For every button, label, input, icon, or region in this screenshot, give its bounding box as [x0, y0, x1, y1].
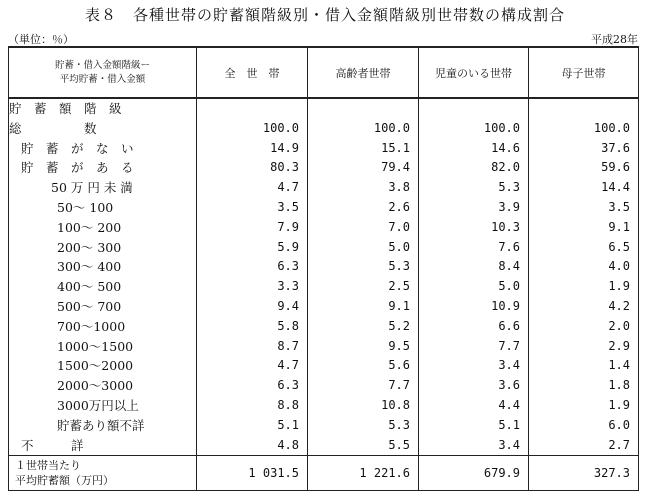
table-row [9, 436, 639, 456]
footer-cell-elderly: 1 221.6 [308, 456, 419, 491]
cell-single-mother: 14.4 [529, 178, 639, 198]
cell-all: 3.3 [197, 277, 308, 297]
cell-single-mother: 4.0 [529, 257, 639, 277]
cell-elderly: 10.8 [308, 396, 419, 416]
table-row [9, 396, 639, 416]
cell-all: 9.4 [197, 297, 308, 317]
household-savings-table [8, 46, 639, 491]
table-row [9, 337, 639, 357]
cell-all: 5.9 [197, 238, 308, 258]
year-note: 平成28年 [591, 33, 638, 46]
cell-all: 100.0 [197, 119, 308, 139]
cell-all: 4.8 [197, 436, 308, 456]
row-label: 700～1000 [9, 317, 197, 337]
footer-label-line1: １世帯当たり [15, 459, 81, 473]
cell-elderly: 9.1 [308, 297, 419, 317]
cell-all: 6.3 [197, 376, 308, 396]
cell-elderly: 5.3 [308, 257, 419, 277]
row-label: 50 万 円 未 満 [9, 178, 197, 198]
cell-all: 8.7 [197, 337, 308, 357]
cell-elderly: 79.4 [308, 158, 419, 178]
cell-elderly: 9.5 [308, 337, 419, 357]
cell-all: 5.1 [197, 416, 308, 436]
cell-elderly: 7.0 [308, 218, 419, 238]
header-corner-line2: 平均貯蓄・借入金額 [59, 73, 146, 85]
cell-single-mother: 2.7 [529, 436, 639, 456]
cell-elderly: 7.7 [308, 376, 419, 396]
cell-all: 4.7 [197, 178, 308, 198]
cell-children: 3.4 [419, 436, 529, 456]
cell-all: 5.8 [197, 317, 308, 337]
cell-single-mother: 3.5 [529, 198, 639, 218]
header-elderly-households: 高齢者世帯 [308, 47, 419, 98]
table-row [9, 356, 639, 376]
header-corner [9, 47, 197, 98]
cell-elderly: 2.6 [308, 198, 419, 218]
table-row [9, 238, 639, 258]
cell-elderly: 5.5 [308, 436, 419, 456]
cell-single-mother: 2.0 [529, 317, 639, 337]
row-label: 200～ 300 [9, 238, 197, 258]
cell-children: 3.4 [419, 356, 529, 376]
cell-single-mother: 2.9 [529, 337, 639, 357]
section-label-text: 貯 蓄 額 階 級 [9, 101, 122, 116]
table-title: 表８ 各種世帯の貯蓄額階級別・借入金額階級別世帯数の構成割合 [84, 6, 565, 24]
cell-single-mother: 1.9 [529, 277, 639, 297]
cell-children: 8.4 [419, 257, 529, 277]
cell-single-mother: 1.9 [529, 396, 639, 416]
row-label: 400～ 500 [9, 277, 197, 297]
cell-elderly: 5.6 [308, 356, 419, 376]
cell-single-mother: 4.2 [529, 297, 639, 317]
cell-children: 3.9 [419, 198, 529, 218]
cell-children: 10.3 [419, 218, 529, 238]
cell-all: 80.3 [197, 158, 308, 178]
footer-cell-all: 1 031.5 [197, 456, 308, 491]
cell-elderly: 2.5 [308, 277, 419, 297]
cell-children: 4.4 [419, 396, 529, 416]
row-label: 2000～3000 [9, 376, 197, 396]
row-label: 300～ 400 [9, 257, 197, 277]
cell-single-mother: 6.0 [529, 416, 639, 436]
row-label: 貯 蓄 が あ る [9, 158, 197, 178]
row-label: 総 数 [9, 119, 197, 139]
cell-elderly: 15.1 [308, 139, 419, 159]
cell-children: 7.6 [419, 238, 529, 258]
header-row [9, 47, 639, 98]
table-row [9, 317, 639, 337]
cell-elderly: 5.2 [308, 317, 419, 337]
row-label: 貯 蓄 が な い [9, 139, 197, 159]
table-row [9, 158, 639, 178]
cell-single-mother: 1.4 [529, 356, 639, 376]
table-row [9, 218, 639, 238]
cell-children: 7.7 [419, 337, 529, 357]
cell-all: 3.5 [197, 198, 308, 218]
header-households-with-children: 児童のいる世帯 [419, 47, 529, 98]
cell-single-mother: 59.6 [529, 158, 639, 178]
cell-all: 7.9 [197, 218, 308, 238]
footer-cell-single-mother: 327.3 [529, 456, 639, 491]
cell-elderly: 3.8 [308, 178, 419, 198]
header-single-mother-households: 母子世帯 [529, 47, 639, 98]
cell-single-mother: 9.1 [529, 218, 639, 238]
cell-children: 5.3 [419, 178, 529, 198]
footer-label-line2: 平均貯蓄額（万円） [15, 474, 114, 488]
row-label: 100～ 200 [9, 218, 197, 238]
footer-row [9, 456, 639, 491]
row-label: 1500～2000 [9, 356, 197, 376]
cell-children: 82.0 [419, 158, 529, 178]
section-row [9, 98, 639, 119]
cell-children: 100.0 [419, 119, 529, 139]
cell-children: 3.6 [419, 376, 529, 396]
cell-elderly: 100.0 [308, 119, 419, 139]
row-label: 3000万円以上 [9, 396, 197, 416]
cell-all: 6.3 [197, 257, 308, 277]
cell-single-mother: 37.6 [529, 139, 639, 159]
row-label: 50～ 100 [9, 198, 197, 218]
cell-children: 14.6 [419, 139, 529, 159]
cell-single-mother: 1.8 [529, 376, 639, 396]
cell-all: 4.7 [197, 356, 308, 376]
footer-label [9, 456, 197, 491]
table-row [9, 257, 639, 277]
unit-note: （単位：％） [8, 33, 74, 46]
table-row [9, 277, 639, 297]
header-all-households: 全 世 帯 [197, 47, 308, 98]
table-row [9, 198, 639, 218]
cell-single-mother: 6.5 [529, 238, 639, 258]
table-row [9, 178, 639, 198]
cell-children: 5.1 [419, 416, 529, 436]
table-row [9, 416, 639, 436]
cell-all: 8.8 [197, 396, 308, 416]
table-row [9, 297, 639, 317]
cell-children: 10.9 [419, 297, 529, 317]
row-label: 500～ 700 [9, 297, 197, 317]
cell-elderly: 5.0 [308, 238, 419, 258]
section-label [9, 98, 197, 119]
cell-all: 14.9 [197, 139, 308, 159]
table-row [9, 119, 639, 139]
cell-children: 6.6 [419, 317, 529, 337]
cell-elderly: 5.3 [308, 416, 419, 436]
table-row [9, 139, 639, 159]
header-corner-line1: 貯蓄・借入金額階級ー [54, 59, 150, 71]
footer-cell-children: 679.9 [419, 456, 529, 491]
cell-single-mother: 100.0 [529, 119, 639, 139]
row-label: 貯蓄あり額不詳 [9, 416, 197, 436]
row-label: 1000～1500 [9, 337, 197, 357]
row-label: 不 詳 [9, 436, 197, 456]
cell-children: 5.0 [419, 277, 529, 297]
table-row [9, 376, 639, 396]
